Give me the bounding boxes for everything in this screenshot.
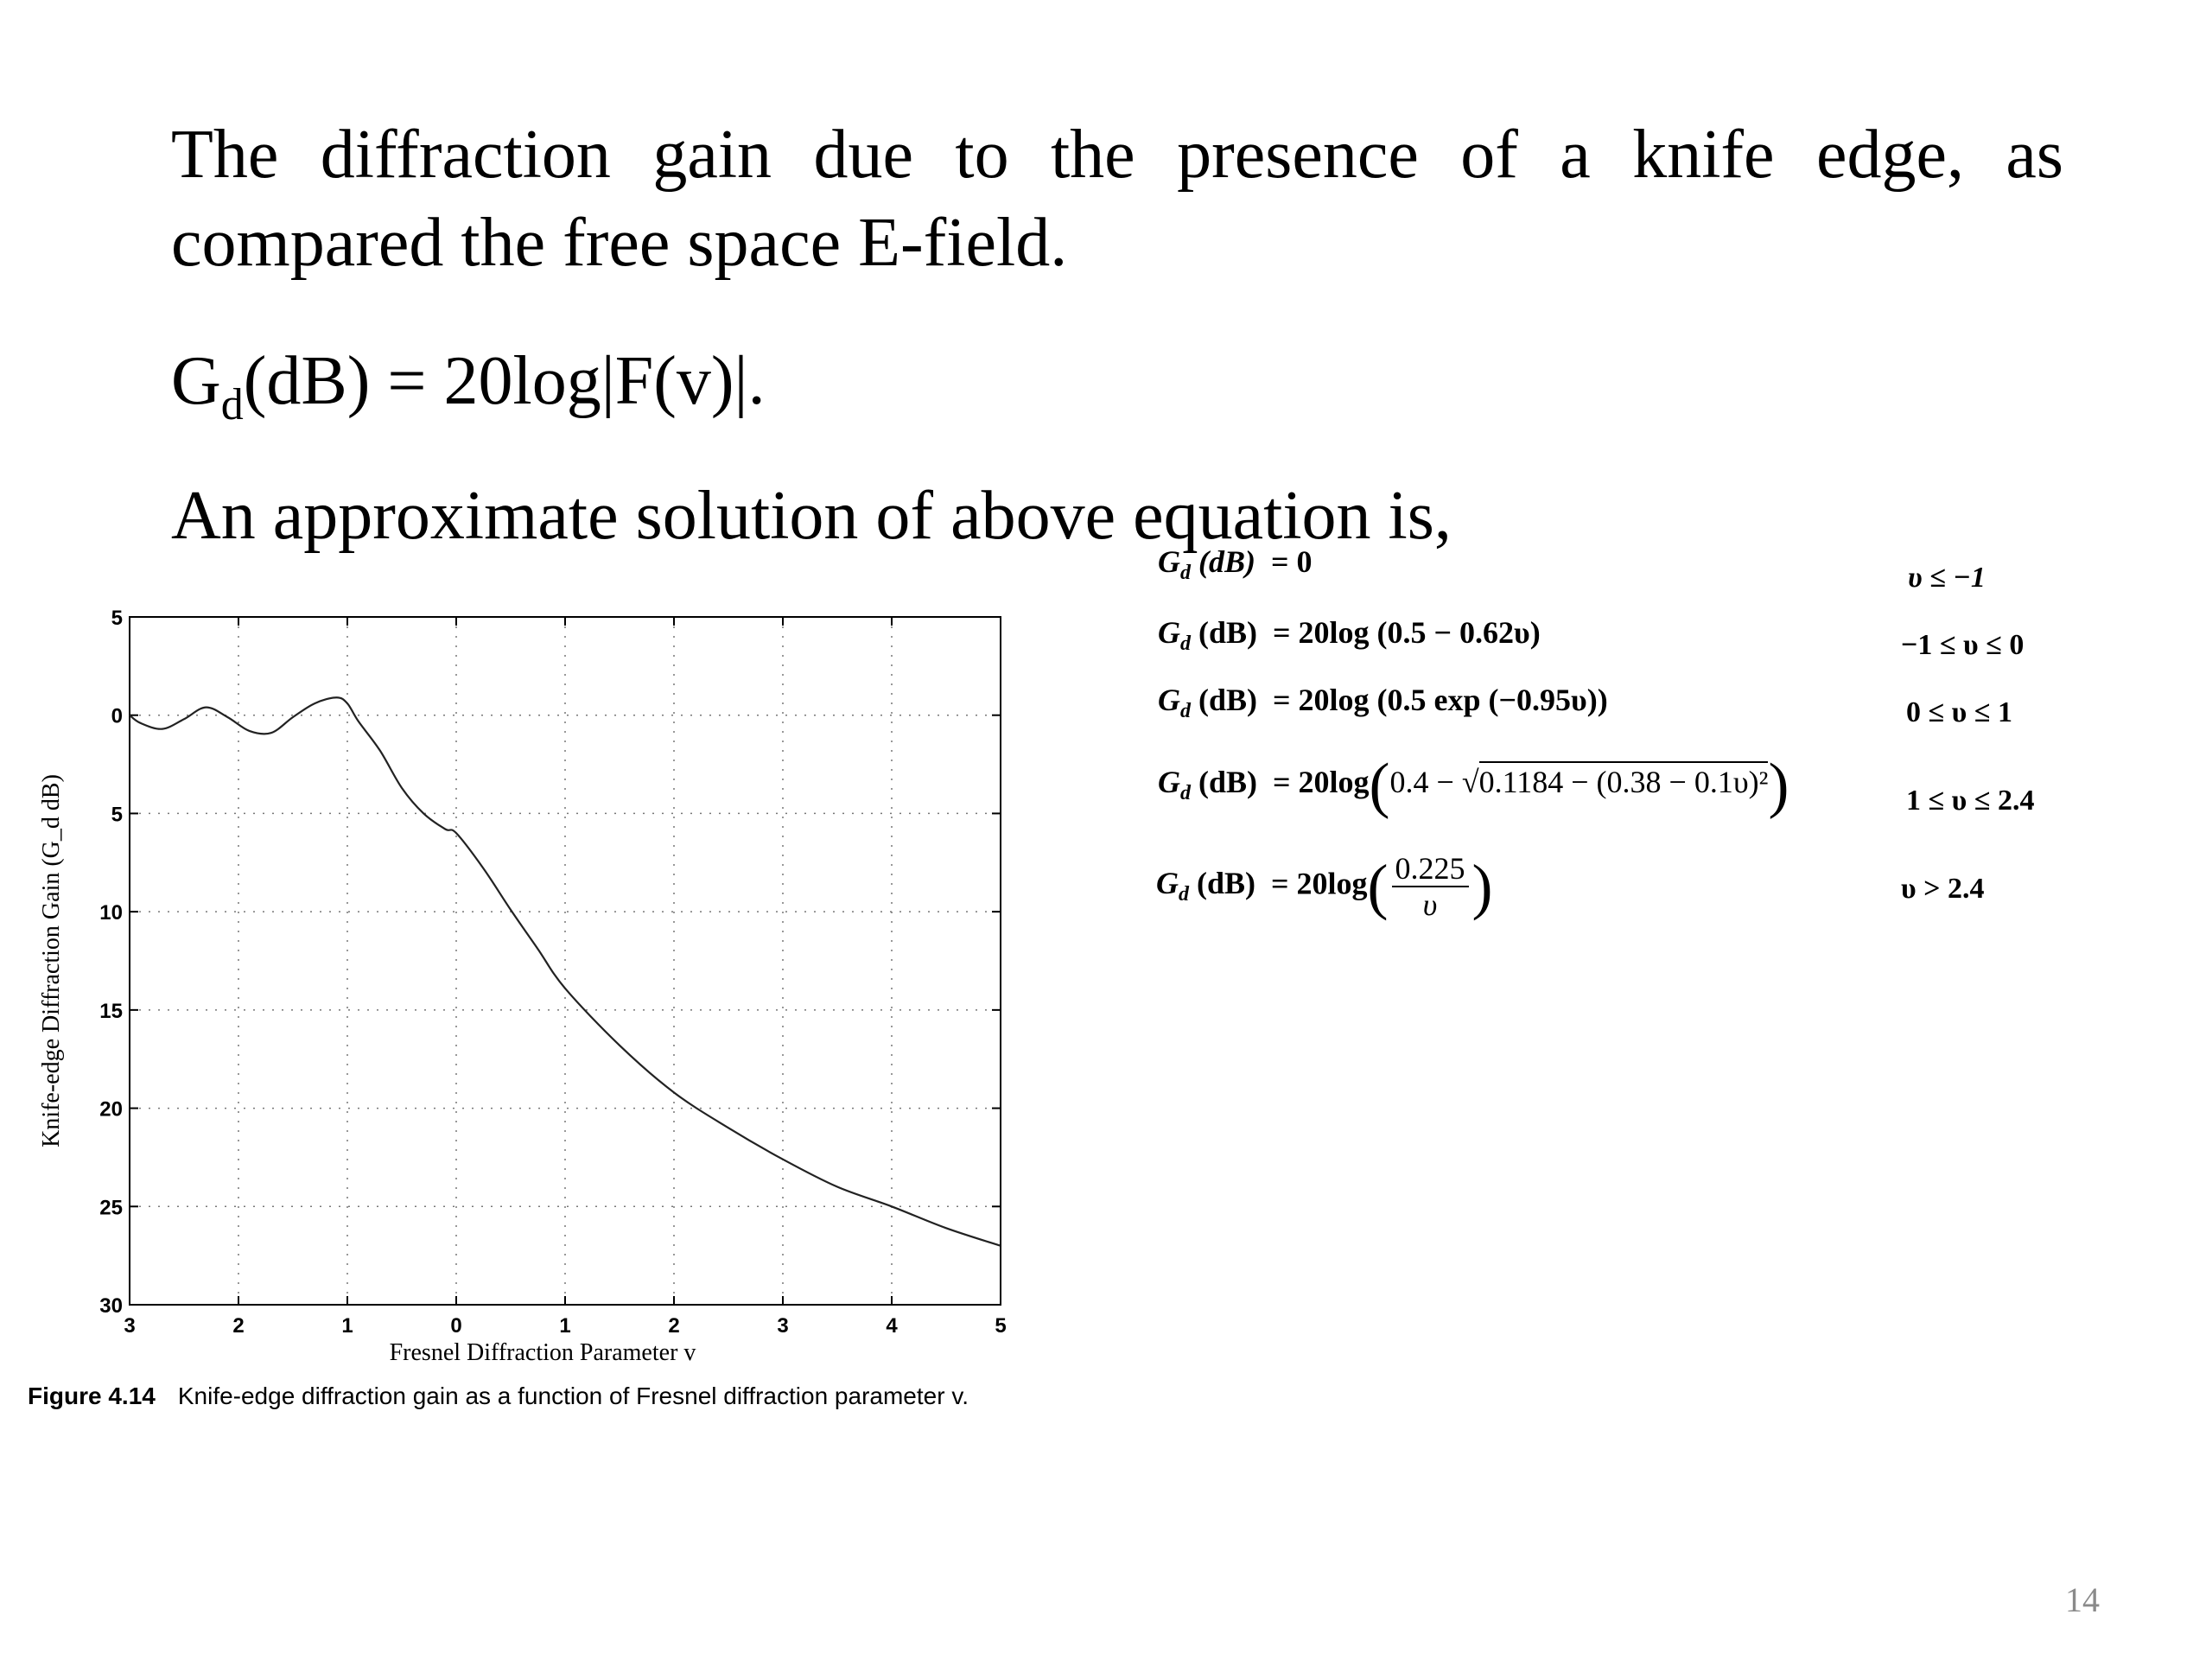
x-tick-label: 3 [777,1314,789,1338]
page-number: 14 [2065,1580,2100,1619]
y-tick-label: 15 [99,999,123,1023]
x-tick-label: 2 [232,1314,245,1338]
condition-3: 0 ≤ υ ≤ 1 [1906,696,2012,728]
y-tick-label: 10 [99,901,123,925]
x-tick-label: 5 [995,1314,1007,1338]
x-tick-label: 1 [341,1314,353,1338]
x-tick-label: 3 [124,1314,136,1338]
condition-5: υ > 2.4 [1901,873,1985,905]
condition-4: 1 ≤ υ ≤ 2.4 [1906,785,2035,817]
x-tick-label: 4 [886,1314,898,1338]
y-tick-label: 5 [111,803,123,827]
y-tick-labels [99,607,123,1318]
x-tick-label: 2 [668,1314,680,1338]
condition-2: −1 ≤ υ ≤ 0 [1901,629,2024,661]
y-tick-label: 5 [111,607,123,630]
figure-caption [28,1382,969,1410]
equation-3: $G_d$ (dB) = 20log (0.5 exp (−0.95υ)) [1158,683,1608,722]
y-tick-label: 0 [111,704,123,728]
gain-formula-g: G [171,343,221,419]
intro-paragraph: The diffraction gain due to the presence of a knife edge, as compared the free space E-field. [171,117,2063,281]
equation-4: $G_d$ (dB) = 20log(0.4 − √0.1184 − (0.38 − 0.1υ)²) [1158,750,1789,820]
gain-formula-rest: (dB) = 20log|F(v)|. [243,343,766,419]
y-tick-label: 20 [99,1097,123,1122]
figure-caption-text: Knife-edge diffraction gain as a function of Fresnel diffraction parameter v. [177,1382,969,1409]
y-tick-label: 30 [99,1294,123,1318]
diffraction-gain-chart [0,596,1037,1374]
x-tick-label: 0 [450,1314,462,1338]
y-axis-label: Knife-edge Diffraction Gain (G_d dB) [38,774,65,1147]
x-tick-labels [124,1314,1006,1338]
x-axis-label: Fresnel Diffraction Parameter v [389,1339,696,1366]
x-tick-label: 1 [559,1314,571,1338]
condition-1: υ ≤ −1 [1908,562,1986,594]
chart-grid [130,617,1001,1305]
equation-2: $G_d$ (dB) = 20log (0.5 − 0.62υ) [1158,615,1541,655]
gain-formula-sub: d [220,380,244,429]
y-tick-label: 25 [99,1196,123,1220]
gain-formula [171,337,2063,429]
figure-number: Figure 4.14 [28,1382,156,1409]
equation-5: $G_d$ (dB) = 20log( $\frac{0.225}{\upsilon}$ ) [1156,851,1493,922]
approximation-paragraph: An approximate solution of above equation is, [171,478,1452,554]
equation-1: $G_d$ (dB) = 0 [1158,544,1313,584]
